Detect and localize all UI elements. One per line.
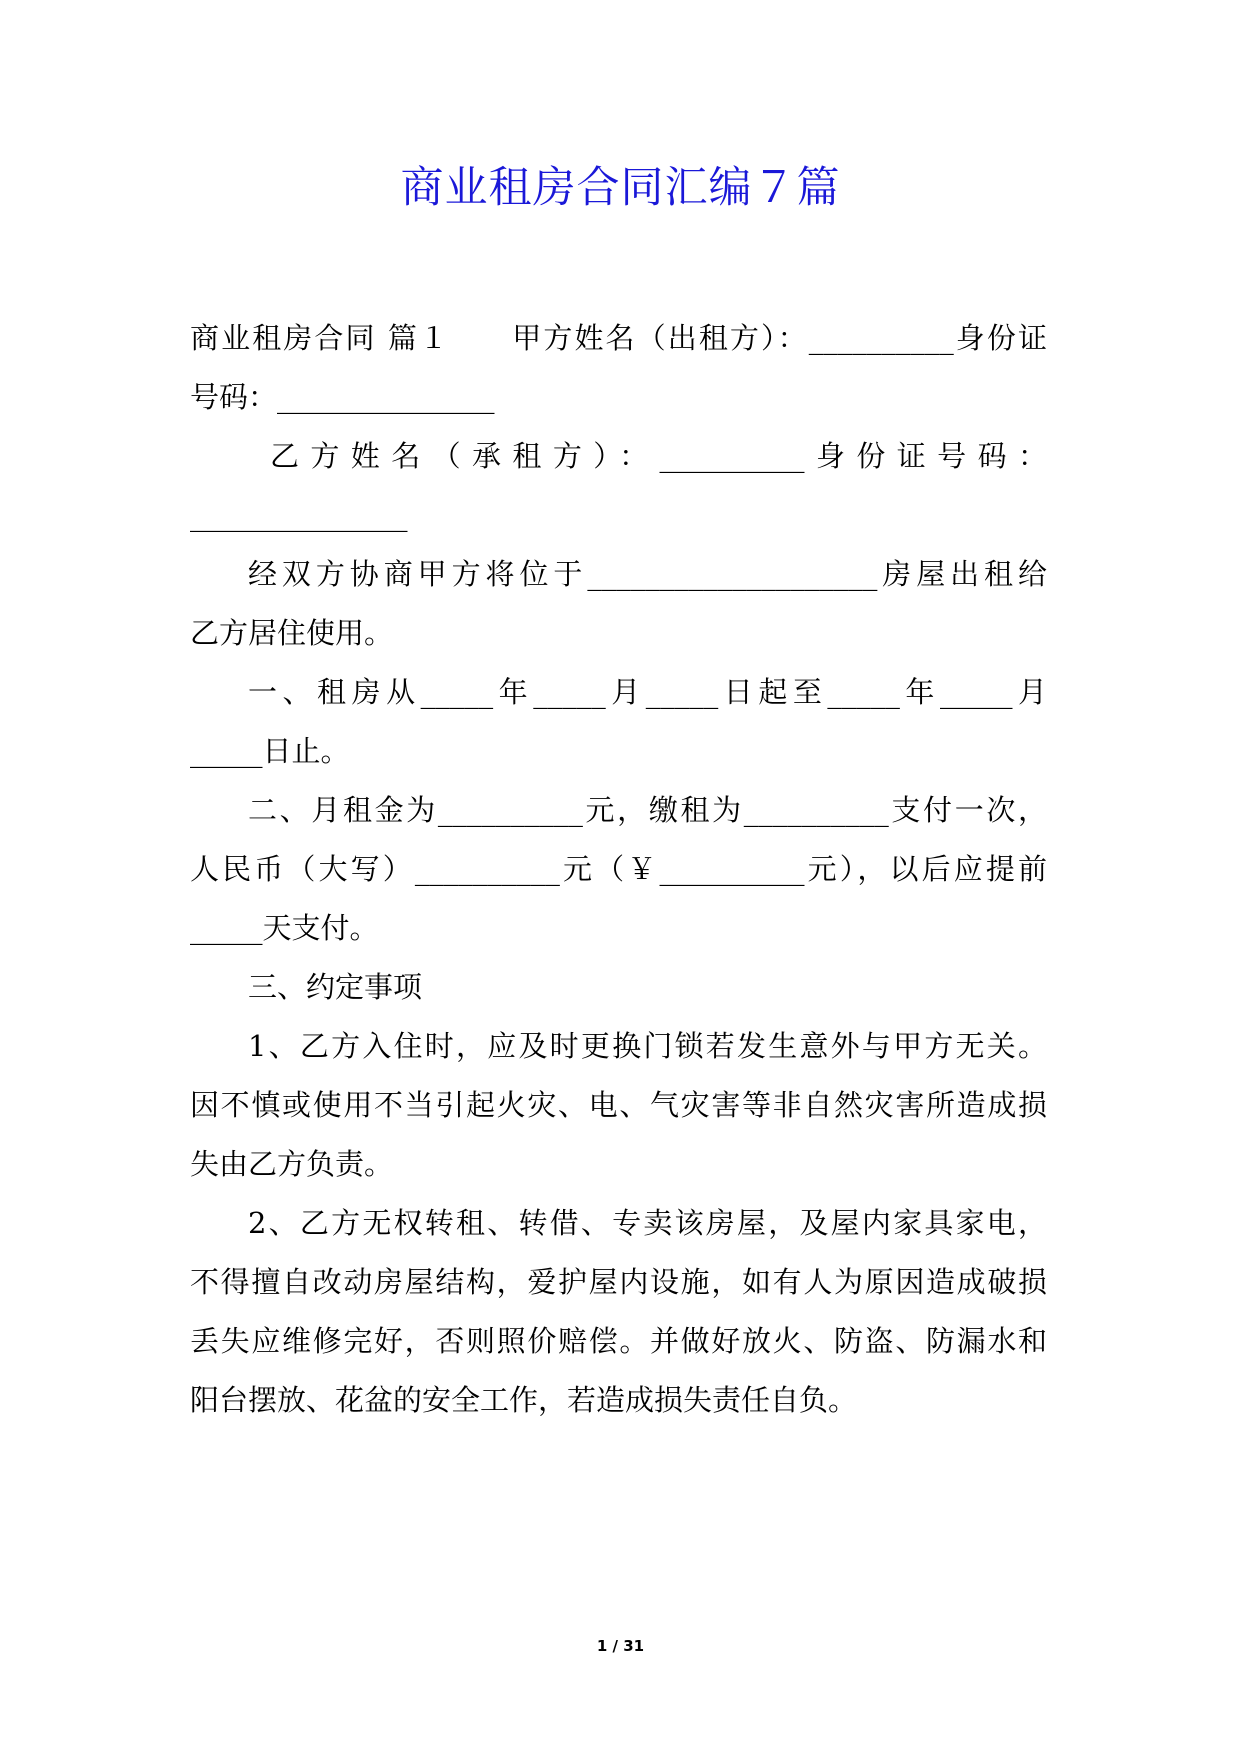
text-line: 商业租房合同 篇１ 甲方姓名（出租方）：__________身份证 <box>190 321 1047 355</box>
text-line: _______________ <box>190 498 408 532</box>
section-heading: 三、约定事项 <box>248 970 423 1004</box>
text-line: 人民币（大写）__________元（￥__________元），以后应提前 <box>190 852 1047 886</box>
page-number: 1 / 31 <box>596 1637 645 1655</box>
document-title: 商业租房合同汇编７篇 <box>400 163 841 213</box>
text-line: 1、乙方入住时，应及时更换门锁若发生意外与甲方无关。 <box>248 1029 1047 1063</box>
text-line: 二、月租金为__________元，缴租为__________支付一次， <box>248 793 1047 827</box>
text-line: 一、租房从_____年_____月_____日起至_____年_____月 <box>248 675 1047 709</box>
text-line: _____日止。 <box>190 734 350 768</box>
text-line: 丢失应维修完好，否则照价赔偿。并做好放火、防盗、防漏水和 <box>190 1324 1047 1358</box>
text-line: 号码：_______________ <box>190 380 495 414</box>
text-line: 阳台摆放、花盆的安全工作，若造成损失责任自负。 <box>190 1383 858 1417</box>
text-line: 失由乙方负责。 <box>190 1147 394 1181</box>
text-line: 乙方居住使用。 <box>190 616 394 650</box>
text-line: 不得擅自改动房屋结构，爱护屋内设施，如有人为原因造成破损 <box>190 1265 1047 1299</box>
text-line: _____天支付。 <box>190 911 379 945</box>
text-line: 经双方协商甲方将位于____________________房屋出租给 <box>248 557 1047 591</box>
text-line: 2、乙方无权转租、转借、专卖该房屋，及屋内家具家电， <box>248 1206 1047 1240</box>
text-line: 乙方姓名（承租方）：__________身份证号码： <box>270 439 1047 473</box>
text-line: 因不慎或使用不当引起火灾、电、气灾害等非自然灾害所造成损 <box>190 1088 1047 1122</box>
